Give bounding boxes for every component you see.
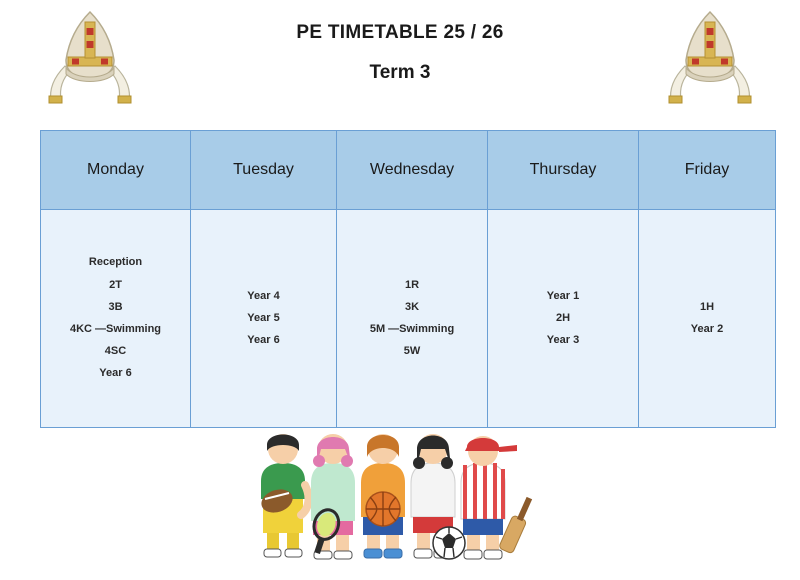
day-cell-thursday xyxy=(488,210,639,428)
table-header-row xyxy=(41,131,776,210)
day-header-monday: Monday xyxy=(41,131,191,210)
page-header xyxy=(0,0,800,120)
class-entry: Reception xyxy=(88,256,143,269)
title-term: Term 3 xyxy=(369,62,431,83)
day-cell-tuesday xyxy=(191,210,337,428)
bishop-mitre-icon xyxy=(655,8,765,108)
day-header-tuesday: Tuesday xyxy=(191,131,337,210)
class-entry: Year 1 xyxy=(546,289,580,302)
class-entry: 3K xyxy=(404,300,420,313)
table-row xyxy=(41,210,776,428)
class-entry: 4KC —Swimming xyxy=(69,323,162,335)
page-title xyxy=(200,22,600,84)
bishop-mitre-icon xyxy=(35,8,145,108)
class-entry: Year 2 xyxy=(690,323,724,335)
class-entry: Year 4 xyxy=(247,289,280,302)
pe-timetable xyxy=(40,130,776,428)
class-entry: 3B xyxy=(108,300,123,313)
day-header-friday: Friday xyxy=(639,131,776,210)
class-entry: 2T xyxy=(109,278,122,291)
class-entry: 4SC xyxy=(104,345,127,358)
class-entry: Year 5 xyxy=(247,311,280,324)
title-main: PE TIMETABLE 25 / 26 xyxy=(296,22,504,43)
class-entry: Year 6 xyxy=(247,334,280,347)
class-entry: 1R xyxy=(404,278,420,291)
class-entry: 1H xyxy=(699,300,715,313)
class-entry: 5M —Swimming xyxy=(369,323,455,335)
day-header-thursday: Thursday xyxy=(488,131,639,210)
class-entry: Year 6 xyxy=(99,367,132,380)
class-entry: Year 3 xyxy=(546,334,580,347)
day-header-wednesday: Wednesday xyxy=(337,131,488,210)
class-entry: 5W xyxy=(403,345,421,358)
children-sports-clipart xyxy=(255,425,555,570)
day-cell-wednesday xyxy=(337,210,488,428)
class-entry: 2H xyxy=(555,311,571,324)
day-cell-friday xyxy=(639,210,776,428)
day-cell-monday xyxy=(41,210,191,428)
